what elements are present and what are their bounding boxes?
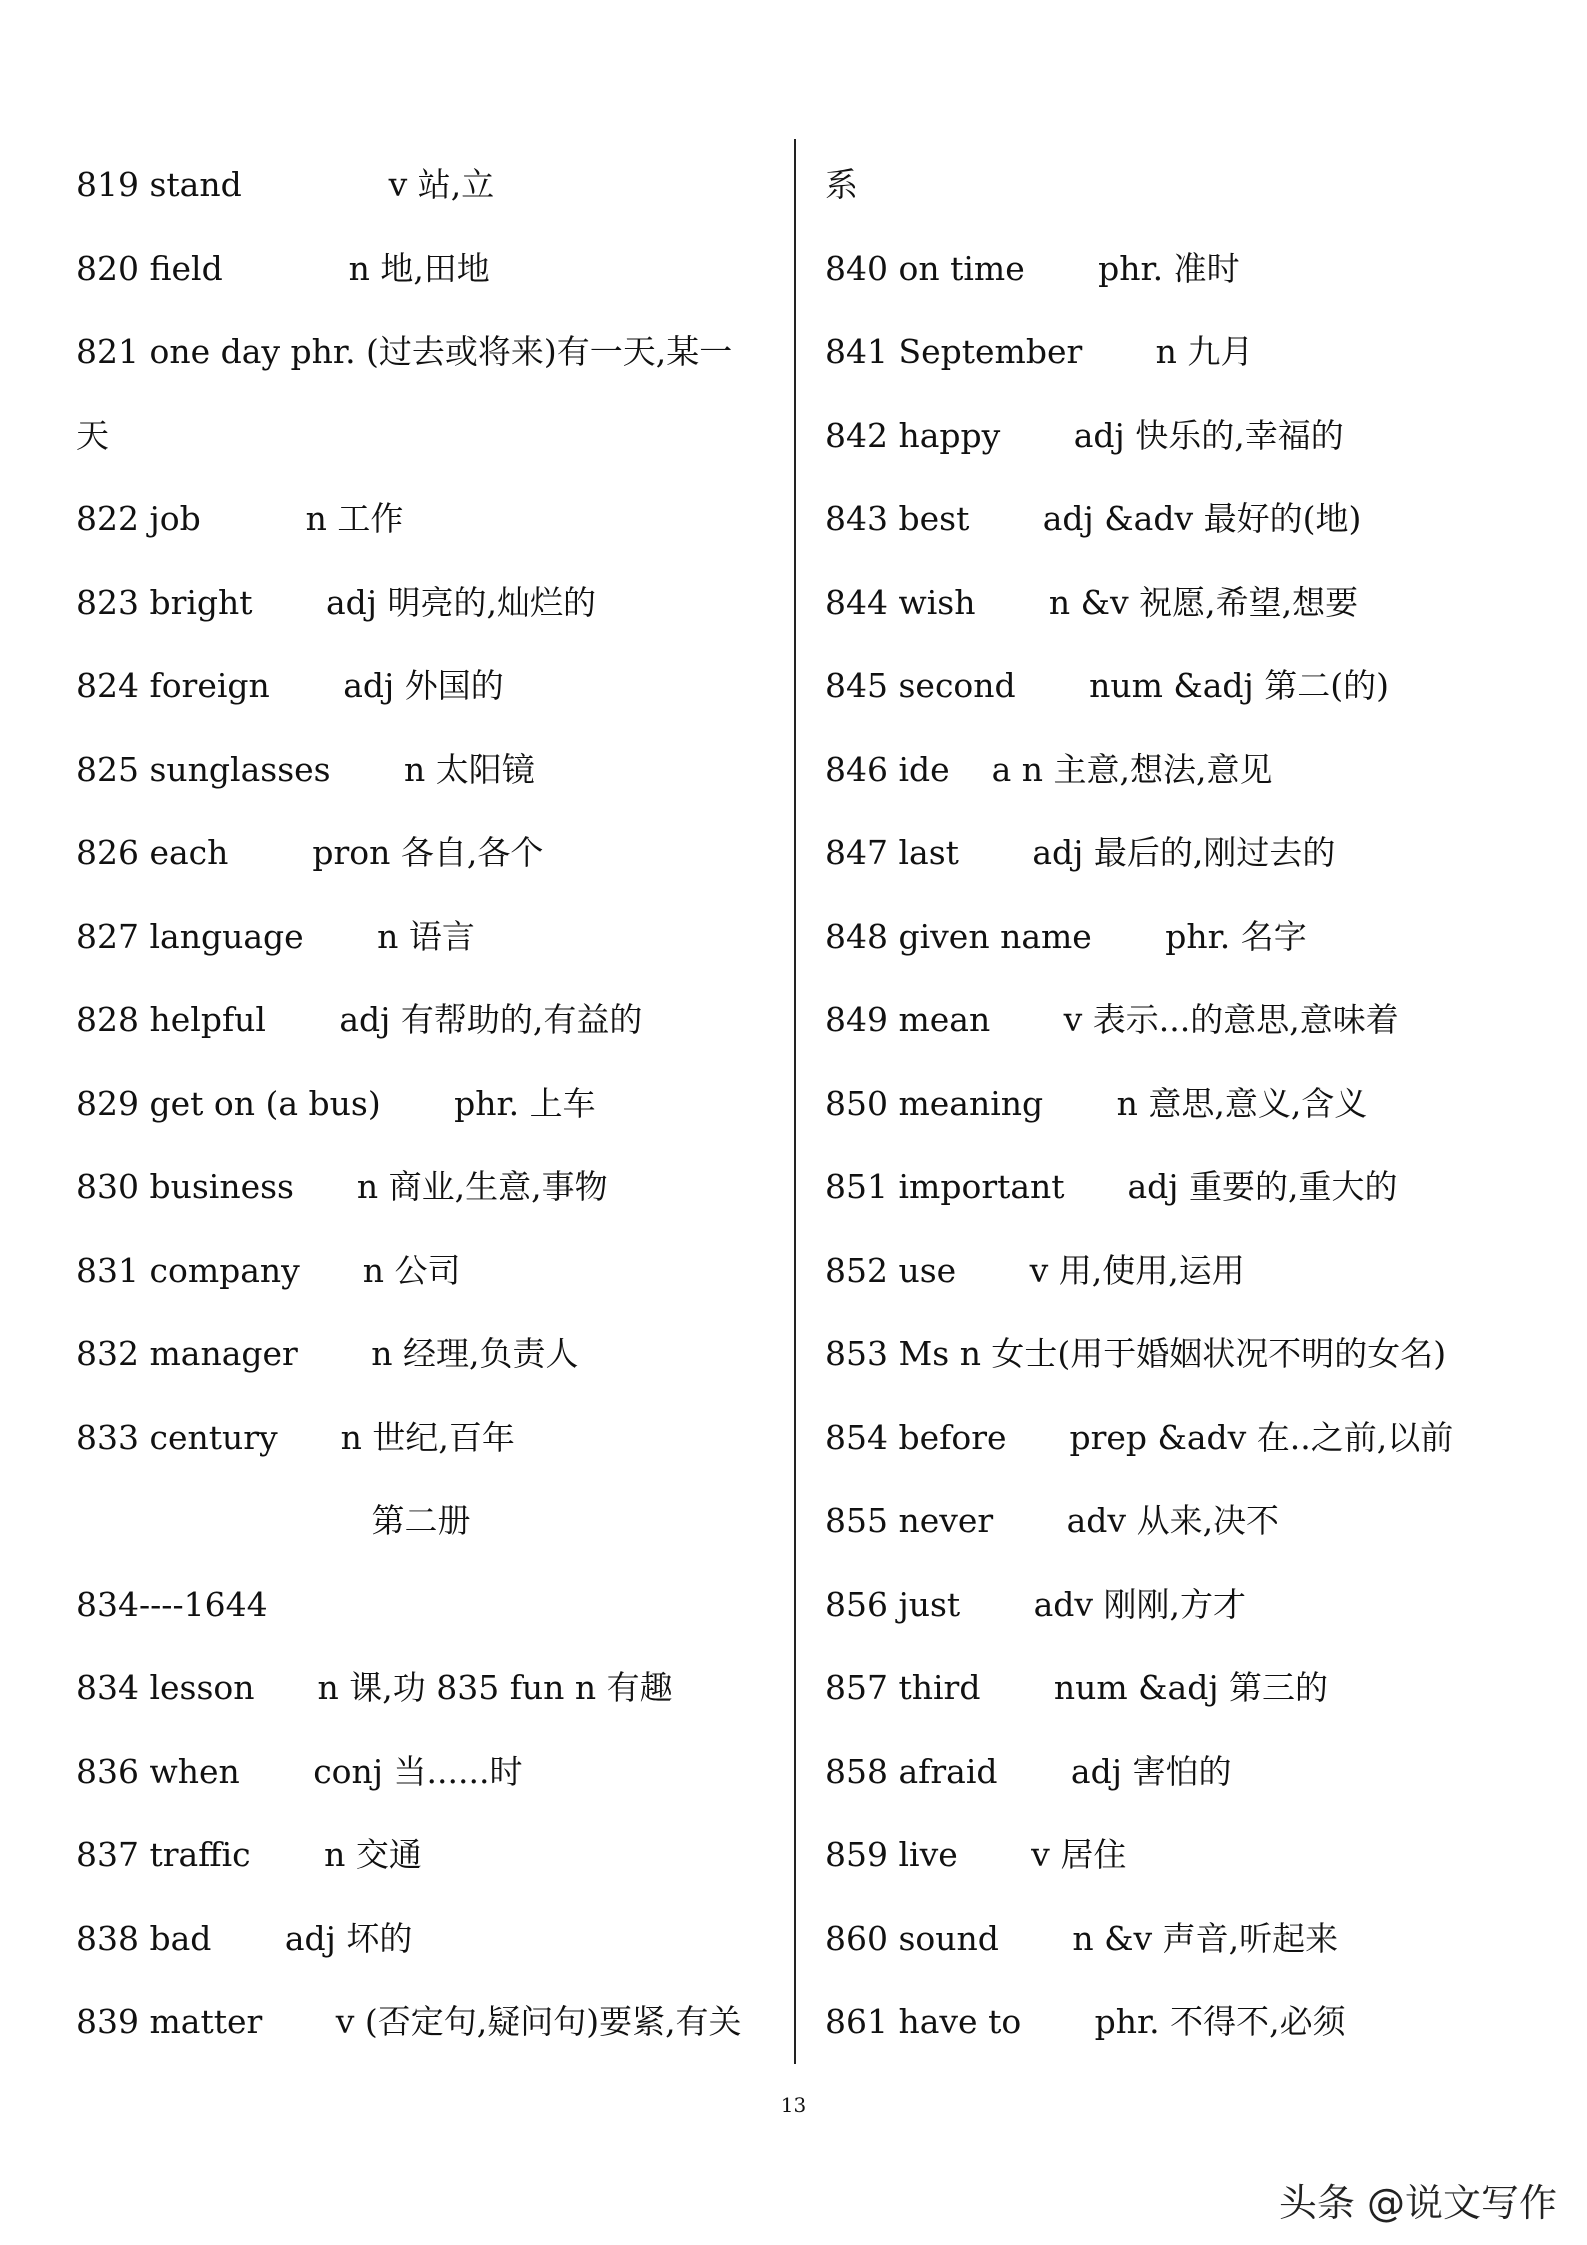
vocab-entry: 859 live v 居住 <box>825 1835 1127 1874</box>
vocab-entry: 832 manager n 经理,负责人 <box>76 1334 579 1373</box>
vocab-entry: 860 sound n &v 声音,听起来 <box>825 1918 1339 1958</box>
vocab-entry: 858 afraid adj 害怕的 <box>825 1751 1232 1791</box>
vocab-entry: 847 last adj 最后的,刚过去的 <box>825 833 1336 872</box>
vocab-entry-continuation: 系 <box>825 165 858 204</box>
section-heading: 第二册 <box>371 1501 471 1540</box>
watermark: 头条 @说文写作 <box>1278 2181 1557 2225</box>
vocab-entry: 841 September n 九月 <box>825 332 1254 371</box>
vocab-entry: 824 foreign adj 外国的 <box>76 666 504 705</box>
column-divider <box>794 139 796 2064</box>
vocab-entry: 846 ide a n 主意,想法,意见 <box>825 749 1273 789</box>
vocab-entry: 848 given name phr. 名字 <box>825 916 1307 956</box>
vocab-entry: 826 each pron 各自,各个 <box>76 833 544 872</box>
vocab-entry: 831 company n 公司 <box>76 1250 461 1290</box>
left-column <box>76 152 766 2073</box>
vocab-entry: 833 century n 世纪,百年 <box>76 1417 515 1457</box>
vocab-entry: 819 stand v 站,立 <box>76 165 495 204</box>
right-column <box>825 152 1555 2073</box>
page-number: 13 <box>780 2093 807 2117</box>
vocab-entry: 834 lesson n 课,功 835 fun n 有趣 <box>76 1668 673 1707</box>
vocab-entry: 856 just adv 刚刚,方才 <box>825 1584 1247 1624</box>
vocab-entry: 844 wish n &v 祝愿,希望,想要 <box>825 582 1359 622</box>
vocab-entry: 825 sunglasses n 太阳镜 <box>76 749 535 789</box>
vocab-entry: 842 happy adj 快乐的,幸福的 <box>825 415 1344 455</box>
vocab-entry: 829 get on (a bus) phr. 上车 <box>76 1083 596 1123</box>
vocab-entry: 840 on time phr. 准时 <box>825 248 1240 288</box>
vocab-entry: 839 matter v (否定句,疑问句)要紧,有关 <box>76 2002 742 2041</box>
vocab-entry: 845 second num &adj 第二(的) <box>825 666 1390 705</box>
vocab-entry: 849 mean v 表示...的意思,意味着 <box>825 1000 1399 1039</box>
vocab-entry: 828 helpful adj 有帮助的,有益的 <box>76 1000 643 1039</box>
vocab-entry: 857 third num &adj 第三的 <box>825 1668 1329 1707</box>
vocab-entry: 830 business n 商业,生意,事物 <box>76 1167 608 1206</box>
vocab-entry: 836 when conj 当......时 <box>76 1751 523 1791</box>
vocab-entry: 823 bright adj 明亮的,灿烂的 <box>76 582 597 622</box>
vocab-entry: 820 field n 地,田地 <box>76 248 490 288</box>
vocab-entry: 837 traffic n 交通 <box>76 1835 422 1874</box>
vocab-entry: 838 bad adj 坏的 <box>76 1918 413 1958</box>
vocab-entry-continuation: 天 <box>76 415 109 455</box>
vocab-entry: 821 one day phr. (过去或将来)有一天,某一 <box>76 332 733 371</box>
vocab-entry: 822 job n 工作 <box>76 499 404 538</box>
vocab-entry: 853 Ms n 女士(用于婚姻状况不明的女名) <box>825 1334 1447 1373</box>
vocab-entry: 852 use v 用,使用,运用 <box>825 1250 1245 1290</box>
vocab-entry: 854 before prep &adv 在..之前,以前 <box>825 1417 1454 1457</box>
vocab-entry: 855 never adv 从来,决不 <box>825 1501 1280 1540</box>
vocab-entry: 850 meaning n 意思,意义,含义 <box>825 1083 1368 1123</box>
vocab-entry: 827 language n 语言 <box>76 916 475 956</box>
vocab-entry: 851 important adj 重要的,重大的 <box>825 1167 1398 1206</box>
range-label: 834----1644 <box>76 1584 268 1624</box>
vocab-entry: 843 best adj &adv 最好的(地) <box>825 499 1362 538</box>
vocab-entry: 861 have to phr. 不得不,必须 <box>825 2002 1346 2041</box>
